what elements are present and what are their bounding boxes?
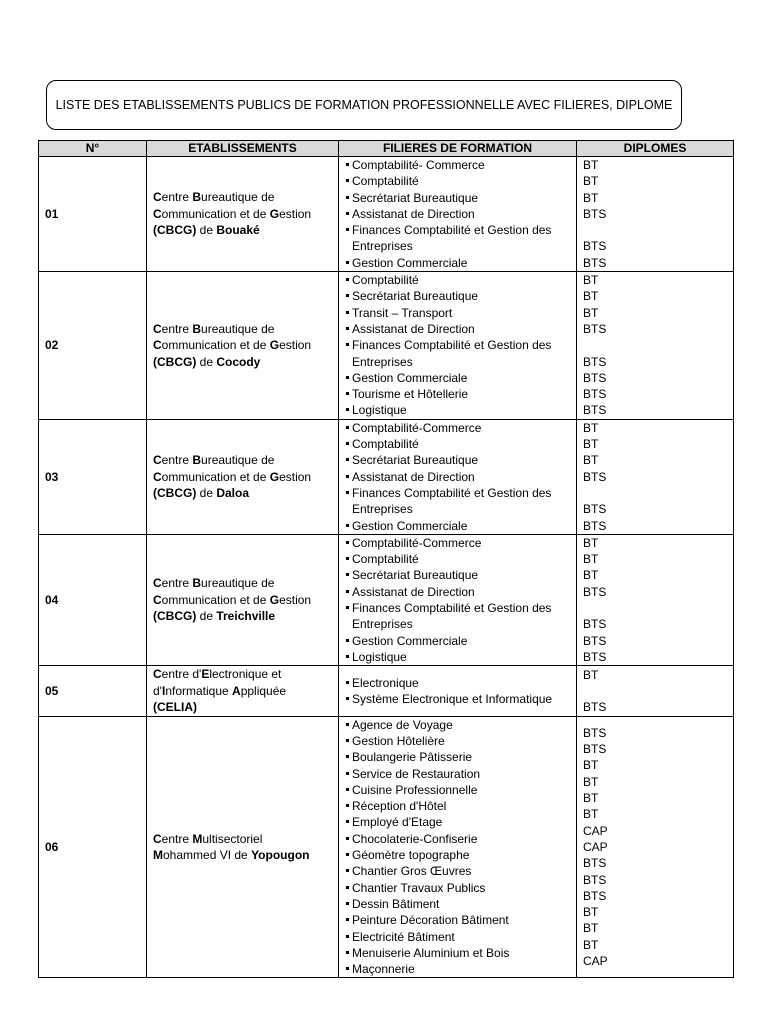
diplome-value: CAP: [583, 839, 608, 854]
diplome-value: BTS: [583, 518, 607, 533]
diplome-value: BTS: [583, 872, 607, 887]
list-item: Cuisine Professionnelle: [345, 782, 576, 798]
filieres-list: [339, 272, 577, 420]
list-item: Comptabilité- Commerce: [345, 157, 576, 173]
establishment-name: Centre Multisectoriel Mohammed VI de Yopougon: [147, 716, 339, 978]
table-row: [39, 419, 734, 534]
list-item: Employé d'Etage: [345, 814, 576, 830]
filieres-list: [339, 534, 577, 665]
list-item: Tourisme et Hôtellerie: [345, 386, 576, 402]
list-item: Secrétariat Bureautique: [345, 288, 576, 304]
list-item: Finances Comptabilité et Gestion des: [345, 222, 576, 238]
diplome-value: [583, 485, 733, 501]
list-item: Menuiserie Aluminium et Bois: [345, 945, 576, 961]
list-item: Logistique: [345, 649, 576, 665]
list-item: Peinture Décoration Bâtiment: [345, 912, 576, 928]
diplome-value: BT: [583, 807, 599, 822]
diplome-value: BTS: [583, 649, 607, 664]
diplome-value: BT: [583, 453, 599, 468]
row-number: 02: [39, 272, 147, 420]
establishment-name: Centre Bureautique de Communication et de Gestion (CBCG) de Cocody: [147, 272, 339, 420]
list-item: Boulangerie Pâtisserie: [345, 749, 576, 765]
diplome-value: BTS: [583, 387, 607, 402]
list-item: Electronique: [345, 675, 576, 691]
diplome-value: BTS: [583, 255, 607, 270]
diplome-value: BT: [583, 552, 599, 567]
diplome-value: BTS: [583, 584, 607, 599]
table-row: [39, 272, 734, 420]
diplome-value: BT: [583, 190, 599, 205]
diplome-value: BTS: [583, 699, 607, 714]
filieres-list: [339, 157, 577, 272]
diplome-value: BTS: [583, 321, 607, 336]
table-header-row: [39, 141, 734, 157]
table-row: [39, 666, 734, 717]
diplome-value: BT: [583, 921, 599, 936]
diplome-value: BTS: [583, 370, 607, 385]
row-number: 01: [39, 157, 147, 272]
list-item: Gestion Commerciale: [345, 255, 576, 271]
filieres-list: [339, 419, 577, 534]
diplome-value: BT: [583, 937, 599, 952]
diplome-value: BTS: [583, 469, 607, 484]
row-number: 04: [39, 534, 147, 665]
row-number: 06: [39, 716, 147, 978]
list-item: Finances Comptabilité et Gestion des: [345, 600, 576, 616]
list-item: Réception d'Hôtel: [345, 798, 576, 814]
list-item: Secrétariat Bureautique: [345, 190, 576, 206]
establishment-name: Centre d'Electronique et d'Informatique Appliquée (CELIA): [147, 666, 339, 717]
row-number: 03: [39, 419, 147, 534]
list-item: Gestion Commerciale: [345, 370, 576, 386]
list-item: Agence de Voyage: [345, 717, 576, 733]
list-item: Dessin Bâtiment: [345, 896, 576, 912]
diplome-value: BT: [583, 273, 599, 288]
diplomes-list: [577, 716, 734, 978]
list-item: Chantier Travaux Publics: [345, 880, 576, 896]
header-num: N°: [39, 141, 147, 157]
list-item: Assistanat de Direction: [345, 321, 576, 337]
diplome-value: BT: [583, 437, 599, 452]
list-item: Gestion Commerciale: [345, 633, 576, 649]
list-item: Maçonnerie: [345, 961, 576, 977]
list-item: Entreprises: [352, 239, 413, 254]
diplome-value: BT: [583, 774, 599, 789]
diplome-value: BT: [583, 158, 599, 172]
diplome-value: BT: [583, 568, 599, 583]
diplome-value: BTS: [583, 633, 607, 648]
filieres-list: [339, 666, 577, 717]
list-item: Assistanat de Direction: [345, 584, 576, 600]
table-row: [39, 716, 734, 978]
establishment-name: Centre Bureautique de Communication et de Gestion (CBCG) de Treichville: [147, 534, 339, 665]
diplome-value: BTS: [583, 888, 607, 903]
list-item: Gestion Commerciale: [345, 518, 576, 534]
diplome-value: BT: [583, 535, 599, 550]
header-etablissements: ETABLISSEMENTS: [147, 141, 339, 157]
diplome-value: [583, 222, 733, 238]
diplome-value: BTS: [583, 742, 607, 757]
diplome-value: BT: [583, 289, 599, 304]
list-item: Géomètre topographe: [345, 847, 576, 863]
diplome-value: [583, 600, 733, 616]
list-item: Comptabilité: [345, 551, 576, 567]
diplome-value: CAP: [583, 954, 608, 968]
list-item: Assistanat de Direction: [345, 469, 576, 485]
list-item: Secrétariat Bureautique: [345, 452, 576, 468]
diplome-value: BT: [583, 758, 599, 773]
diplome-value: BT: [583, 174, 599, 189]
row-number: 05: [39, 666, 147, 717]
diplomes-list: [577, 419, 734, 534]
establishments-table: [38, 140, 734, 978]
diplome-value: BTS: [583, 502, 607, 517]
list-item: Comptabilité: [345, 272, 576, 288]
diplome-value: BTS: [583, 856, 607, 871]
list-item: Entreprises: [352, 502, 413, 517]
diplome-value: BT: [583, 305, 599, 320]
diplome-value: [583, 337, 733, 353]
diplome-value: BTS: [583, 354, 607, 369]
diplomes-list: [577, 666, 734, 717]
diplome-value: CAP: [583, 823, 608, 838]
diplome-value: BTS: [583, 725, 607, 740]
list-item: Finances Comptabilité et Gestion des: [345, 337, 576, 353]
table-row: [39, 157, 734, 272]
list-item: Service de Restauration: [345, 766, 576, 782]
establishment-name: Centre Bureautique de Communication et de Gestion (CBCG) de Bouaké: [147, 157, 339, 272]
diplome-value: BTS: [583, 239, 607, 254]
list-item: Gestion Hôtelière: [345, 733, 576, 749]
list-item: Système Electronique et Informatique: [345, 691, 576, 707]
header-diplomes: DIPLOMES: [577, 141, 734, 157]
list-item: Comptabilité: [345, 436, 576, 452]
list-item: Transit – Transport: [345, 305, 576, 321]
document-title-box: [46, 80, 682, 130]
list-item: Assistanat de Direction: [345, 206, 576, 222]
establishment-name: Centre Bureautique de Communication et de Gestion (CBCG) de Daloa: [147, 419, 339, 534]
list-item: Entreprises: [352, 617, 413, 632]
document-title: LISTE DES ETABLISSEMENTS PUBLICS DE FORMATION PROFESSIONNELLE AVEC FILIERES, DIPLOME: [55, 98, 673, 112]
list-item: Comptabilité: [345, 173, 576, 189]
table-body: [39, 157, 734, 978]
header-filieres: FILIERES DE FORMATION: [339, 141, 577, 157]
diplomes-list: [577, 157, 734, 272]
diplome-value: BT: [583, 905, 599, 920]
list-item: Electricité Bâtiment: [345, 929, 576, 945]
diplome-value: BT: [583, 420, 599, 435]
list-item: Comptabilité-Commerce: [345, 420, 576, 436]
list-item: Logistique: [345, 402, 576, 418]
diplomes-list: [577, 534, 734, 665]
diplome-value: BTS: [583, 617, 607, 632]
list-item: Chantier Gros Œuvres: [345, 863, 576, 879]
diplome-value: BTS: [583, 403, 607, 418]
diplome-value: BT: [583, 791, 599, 806]
filieres-list: [339, 716, 577, 978]
list-item: Comptabilité-Commerce: [345, 535, 576, 551]
list-item: Chocolaterie-Confiserie: [345, 831, 576, 847]
table-row: [39, 534, 734, 665]
list-item: Secrétariat Bureautique: [345, 567, 576, 583]
list-item: Finances Comptabilité et Gestion des: [345, 485, 576, 501]
list-item: Entreprises: [352, 354, 413, 369]
diplome-value: BTS: [583, 206, 607, 221]
diplome-value: BT: [583, 667, 599, 682]
diplomes-list: [577, 272, 734, 420]
